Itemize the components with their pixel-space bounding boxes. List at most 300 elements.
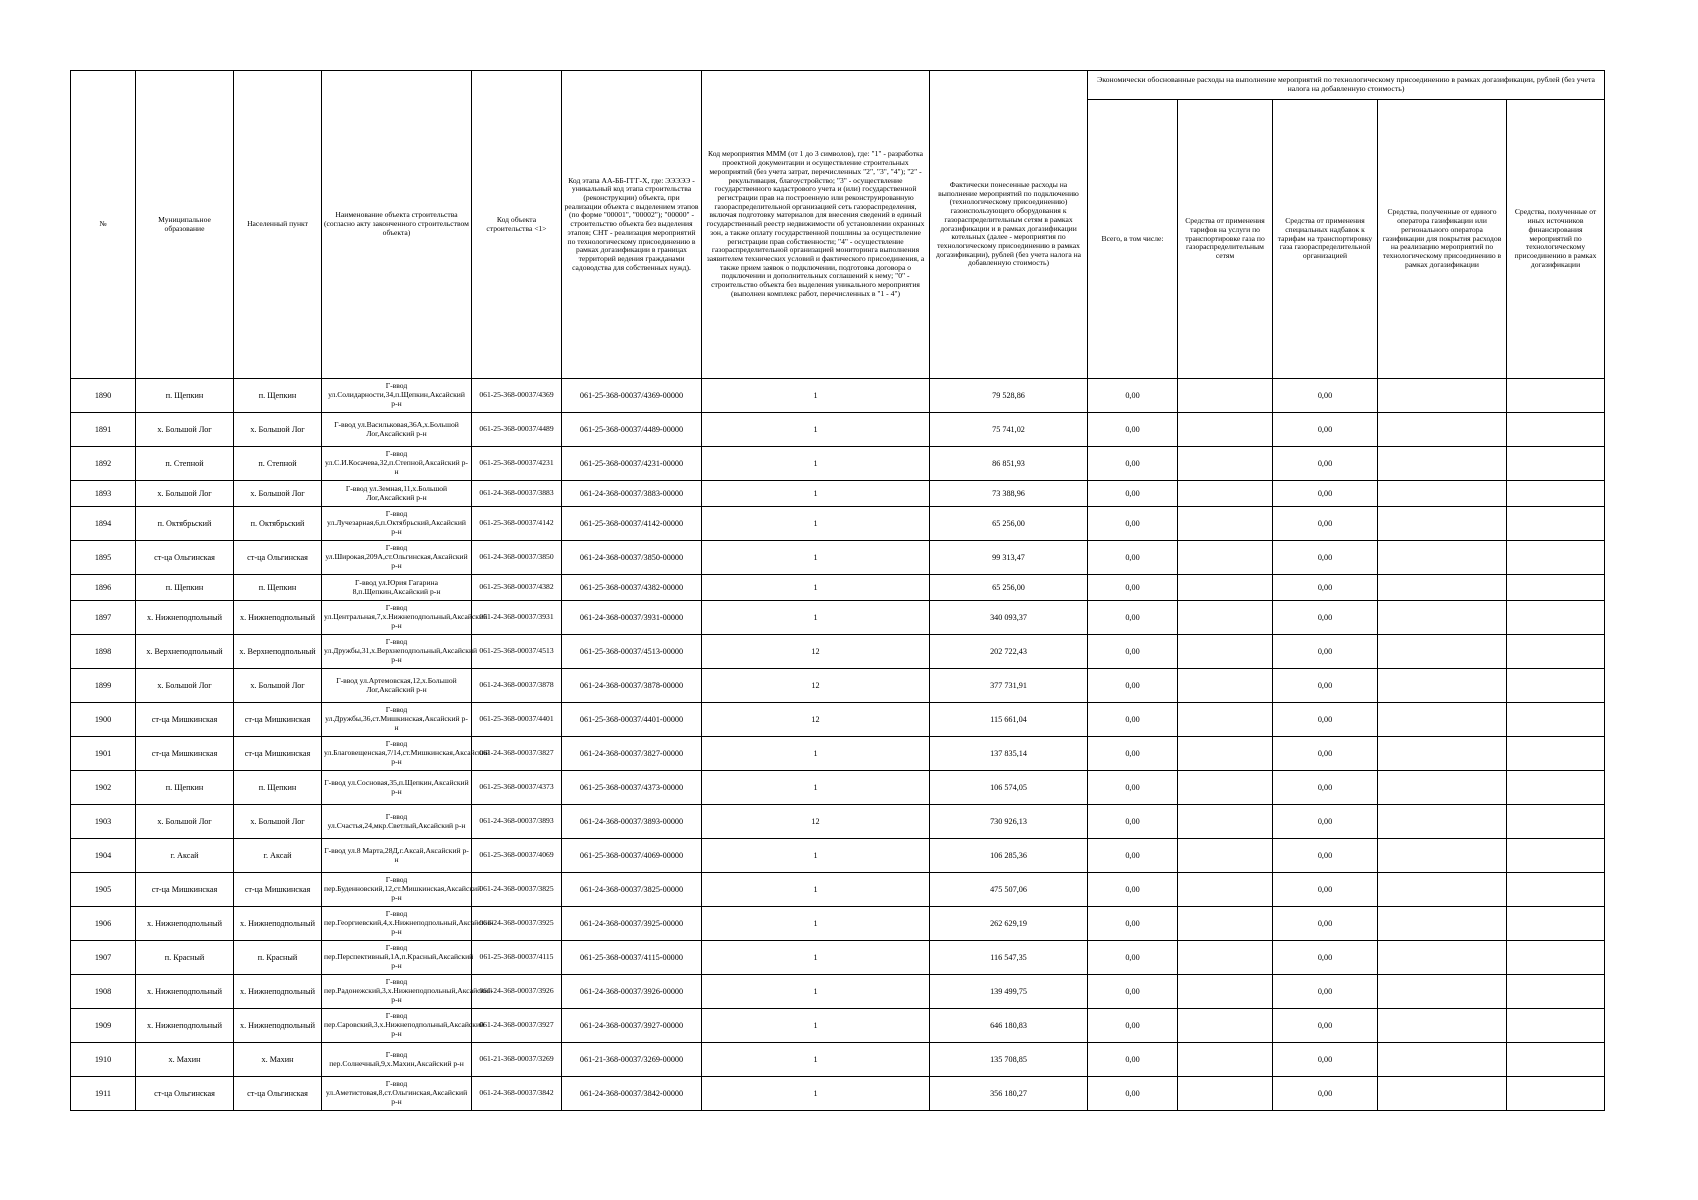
cell-total: 0,00: [1088, 601, 1178, 635]
cell-total: 0,00: [1088, 839, 1178, 873]
cell-tariff-funds: [1178, 941, 1273, 975]
cell-object-code: 061-24-368-00037/3842: [472, 1077, 562, 1111]
cell-num: 1905: [71, 873, 136, 907]
cell-actual-costs: 730 926,13: [930, 805, 1088, 839]
cell-other-funds: [1507, 635, 1605, 669]
cell-object-name: Г-ввод пер.Саровский,3,х.Нижнеподпольный,Аксайский р-н: [322, 1009, 472, 1043]
cell-operator-funds: [1378, 873, 1507, 907]
cell-total: 0,00: [1088, 1077, 1178, 1111]
cell-tariff-funds: [1178, 771, 1273, 805]
cell-num: 1907: [71, 941, 136, 975]
cell-stage-code: 061-25-368-00037/4142-00000: [562, 507, 702, 541]
cell-activity-code: 1: [702, 771, 930, 805]
cell-stage-code: 061-25-368-00037/4369-00000: [562, 379, 702, 413]
cell-other-funds: [1507, 481, 1605, 507]
cell-settlement: п. Щепкин: [234, 379, 322, 413]
cell-other-funds: [1507, 1077, 1605, 1111]
cell-actual-costs: 73 388,96: [930, 481, 1088, 507]
cell-stage-code: 061-21-368-00037/3269-00000: [562, 1043, 702, 1077]
table-row: [71, 1043, 1605, 1077]
cell-municipality: х. Большой Лог: [136, 805, 234, 839]
cell-other-funds: [1507, 575, 1605, 601]
cell-other-funds: [1507, 379, 1605, 413]
table-row: [71, 941, 1605, 975]
cell-other-funds: [1507, 507, 1605, 541]
cell-municipality: х. Нижнеподпольный: [136, 601, 234, 635]
cell-actual-costs: 86 851,93: [930, 447, 1088, 481]
cell-actual-costs: 137 835,14: [930, 737, 1088, 771]
cell-tariff-funds: [1178, 669, 1273, 703]
cell-tariff-funds: [1178, 703, 1273, 737]
cell-num: 1890: [71, 379, 136, 413]
cell-tariff-funds: [1178, 805, 1273, 839]
cell-num: 1898: [71, 635, 136, 669]
cell-total: 0,00: [1088, 1009, 1178, 1043]
cell-markup-funds: 0,00: [1273, 703, 1378, 737]
table-body: [71, 379, 1605, 1111]
cell-actual-costs: 75 741,02: [930, 413, 1088, 447]
cell-total: 0,00: [1088, 975, 1178, 1009]
cell-total: 0,00: [1088, 669, 1178, 703]
cell-markup-funds: 0,00: [1273, 575, 1378, 601]
cell-stage-code: 061-25-368-00037/4115-00000: [562, 941, 702, 975]
cell-operator-funds: [1378, 1077, 1507, 1111]
cell-actual-costs: 646 180,83: [930, 1009, 1088, 1043]
cell-actual-costs: 340 093,37: [930, 601, 1088, 635]
cell-stage-code: 061-25-368-00037/4401-00000: [562, 703, 702, 737]
data-table: [70, 70, 1605, 1111]
cell-object-name: Г-ввод ул.Центральная,7,х.Нижнеподпольный,Аксайский р-н: [322, 601, 472, 635]
cell-activity-code: 1: [702, 737, 930, 771]
cell-municipality: х. Махин: [136, 1043, 234, 1077]
cell-municipality: п. Красный: [136, 941, 234, 975]
cell-markup-funds: 0,00: [1273, 737, 1378, 771]
cell-total: 0,00: [1088, 703, 1178, 737]
cell-settlement: х. Нижнеподпольный: [234, 975, 322, 1009]
cell-stage-code: 061-24-368-00037/3850-00000: [562, 541, 702, 575]
cell-tariff-funds: [1178, 379, 1273, 413]
cell-object-name: Г-ввод ул.Солидарности,34,п.Щепкин,Аксайский р-н: [322, 379, 472, 413]
table-row: [71, 481, 1605, 507]
cell-actual-costs: 65 256,00: [930, 575, 1088, 601]
cell-object-name: Г-ввод ул.С.И.Косачева,32,п.Степной,Аксайский р-н: [322, 447, 472, 481]
cell-settlement: ст-ца Мишкинская: [234, 737, 322, 771]
cell-tariff-funds: [1178, 635, 1273, 669]
table-row: [71, 873, 1605, 907]
cell-operator-funds: [1378, 379, 1507, 413]
cell-object-name: Г-ввод пер.Георгиевский,4,х.Нижнеподпольный,Аксайский р-н: [322, 907, 472, 941]
cell-settlement: г. Аксай: [234, 839, 322, 873]
cell-stage-code: 061-25-368-00037/4489-00000: [562, 413, 702, 447]
cell-total: 0,00: [1088, 1043, 1178, 1077]
cell-object-name: Г-ввод ул.Счастья,24,мкр.Светлый,Аксайский р-н: [322, 805, 472, 839]
cell-settlement: х. Нижнеподпольный: [234, 907, 322, 941]
cell-activity-code: 1: [702, 481, 930, 507]
cell-object-name: Г-ввод пер.Солнечный,9,х.Махин,Аксайский р-н: [322, 1043, 472, 1077]
cell-stage-code: 061-25-368-00037/4513-00000: [562, 635, 702, 669]
table-row: [71, 669, 1605, 703]
cell-operator-funds: [1378, 771, 1507, 805]
cell-municipality: х. Большой Лог: [136, 413, 234, 447]
col-header-other-funds: Средства, полученные от иных источников финансирования мероприятий по технологическому присоединению в рамках догазификации: [1507, 100, 1605, 379]
cell-num: 1910: [71, 1043, 136, 1077]
table-row: [71, 447, 1605, 481]
cell-object-name: Г-ввод ул.Благовещенская,7/14,ст.Мишкинская,Аксайский р-н: [322, 737, 472, 771]
col-header-activity-code: Код мероприятия МММ (от 1 до 3 символов), где: "1" - разработка проектной документации и осуществление строительных мероприятий (без учета затрат, перечисленных "2", "3", "4"); "2" - рекультивация, благоустройство; "3" - осуществление государственного кадастрового учета и (или) государственной регистрации прав на построенную или реконструированную газораспределительной организацией сеть газораспределения, включая подготовку материалов для внесения сведений в единый государственный реестр недвижимости об установлении охранных зон, а также оплату государственной пошлины за осуществление регистрации прав собственности; "4" - осуществление газораспределительной организацией мониторинга выполнения заявителем технических условий и фактического присоединения, а также прием заявок о подключении, подготовка договора о подключении и дополнительных соглашений к нему; "0" - строительство объекта без выделения уникального мероприятия (выполнен комплекс работ, перечисленных в "1 - 4"): [702, 71, 930, 379]
cell-total: 0,00: [1088, 771, 1178, 805]
cell-num: 1904: [71, 839, 136, 873]
cell-object-code: 061-24-368-00037/3925: [472, 907, 562, 941]
cell-actual-costs: 475 507,06: [930, 873, 1088, 907]
cell-num: 1894: [71, 507, 136, 541]
cell-municipality: п. Октябрьский: [136, 507, 234, 541]
cell-stage-code: 061-24-368-00037/3827-00000: [562, 737, 702, 771]
cell-activity-code: 12: [702, 805, 930, 839]
cell-total: 0,00: [1088, 737, 1178, 771]
cell-markup-funds: 0,00: [1273, 669, 1378, 703]
cell-total: 0,00: [1088, 635, 1178, 669]
cell-object-code: 061-24-368-00037/3827: [472, 737, 562, 771]
cell-stage-code: 061-25-368-00037/4382-00000: [562, 575, 702, 601]
cell-object-code: 061-24-368-00037/3926: [472, 975, 562, 1009]
cell-tariff-funds: [1178, 507, 1273, 541]
cell-markup-funds: 0,00: [1273, 975, 1378, 1009]
cell-actual-costs: 106 574,05: [930, 771, 1088, 805]
cell-tariff-funds: [1178, 601, 1273, 635]
cell-markup-funds: 0,00: [1273, 771, 1378, 805]
cell-other-funds: [1507, 1043, 1605, 1077]
cell-total: 0,00: [1088, 481, 1178, 507]
cell-other-funds: [1507, 703, 1605, 737]
cell-municipality: п. Щепкин: [136, 379, 234, 413]
cell-other-funds: [1507, 737, 1605, 771]
cell-other-funds: [1507, 541, 1605, 575]
cell-activity-code: 1: [702, 941, 930, 975]
cell-municipality: х. Нижнеподпольный: [136, 907, 234, 941]
cell-object-code: 061-24-368-00037/3931: [472, 601, 562, 635]
cell-num: 1906: [71, 907, 136, 941]
cell-settlement: п. Красный: [234, 941, 322, 975]
cell-num: 1901: [71, 737, 136, 771]
cell-object-name: Г-ввод ул.Васильковая,36А,х.Большой Лог,Аксайский р-н: [322, 413, 472, 447]
cell-activity-code: 1: [702, 447, 930, 481]
cell-tariff-funds: [1178, 1009, 1273, 1043]
cell-operator-funds: [1378, 541, 1507, 575]
cell-other-funds: [1507, 839, 1605, 873]
cell-tariff-funds: [1178, 873, 1273, 907]
cell-num: 1911: [71, 1077, 136, 1111]
cell-object-code: 061-25-368-00037/4231: [472, 447, 562, 481]
cell-other-funds: [1507, 941, 1605, 975]
cell-actual-costs: 356 180,27: [930, 1077, 1088, 1111]
cell-operator-funds: [1378, 507, 1507, 541]
cell-municipality: п. Степной: [136, 447, 234, 481]
cell-settlement: ст-ца Мишкинская: [234, 703, 322, 737]
cell-object-code: 061-25-368-00037/4369: [472, 379, 562, 413]
cell-num: 1892: [71, 447, 136, 481]
cell-tariff-funds: [1178, 975, 1273, 1009]
col-header-num: №: [71, 71, 136, 379]
cell-total: 0,00: [1088, 379, 1178, 413]
cell-num: 1896: [71, 575, 136, 601]
cell-operator-funds: [1378, 839, 1507, 873]
cell-activity-code: 1: [702, 839, 930, 873]
cell-municipality: ст-ца Ольгинская: [136, 1077, 234, 1111]
cell-total: 0,00: [1088, 941, 1178, 975]
cell-total: 0,00: [1088, 575, 1178, 601]
table-row: [71, 703, 1605, 737]
cell-total: 0,00: [1088, 413, 1178, 447]
cell-tariff-funds: [1178, 839, 1273, 873]
cell-operator-funds: [1378, 447, 1507, 481]
cell-markup-funds: 0,00: [1273, 1043, 1378, 1077]
cell-markup-funds: 0,00: [1273, 839, 1378, 873]
cell-other-funds: [1507, 1009, 1605, 1043]
cell-operator-funds: [1378, 805, 1507, 839]
cell-actual-costs: 115 661,04: [930, 703, 1088, 737]
cell-stage-code: 061-24-368-00037/3927-00000: [562, 1009, 702, 1043]
cell-operator-funds: [1378, 635, 1507, 669]
cell-total: 0,00: [1088, 447, 1178, 481]
cell-settlement: п. Щепкин: [234, 771, 322, 805]
cell-total: 0,00: [1088, 907, 1178, 941]
cell-object-code: 061-25-368-00037/4142: [472, 507, 562, 541]
cell-other-funds: [1507, 601, 1605, 635]
cell-activity-code: 12: [702, 703, 930, 737]
cell-municipality: ст-ца Мишкинская: [136, 737, 234, 771]
cell-tariff-funds: [1178, 1043, 1273, 1077]
cell-stage-code: 061-25-368-00037/4231-00000: [562, 447, 702, 481]
cell-activity-code: 1: [702, 1043, 930, 1077]
cell-settlement: п. Щепкин: [234, 575, 322, 601]
table-row: [71, 805, 1605, 839]
cell-object-name: Г-ввод ул.Дружбы,36,ст.Мишкинская,Аксайский р-н: [322, 703, 472, 737]
cell-stage-code: 061-24-368-00037/3842-00000: [562, 1077, 702, 1111]
cell-settlement: х. Нижнеподпольный: [234, 601, 322, 635]
cell-settlement: ст-ца Мишкинская: [234, 873, 322, 907]
cell-stage-code: 061-24-368-00037/3825-00000: [562, 873, 702, 907]
cell-stage-code: 061-24-368-00037/3925-00000: [562, 907, 702, 941]
cell-municipality: х. Нижнеподпольный: [136, 1009, 234, 1043]
cell-object-code: 061-24-368-00037/3883: [472, 481, 562, 507]
cell-settlement: х. Верхнеподпольный: [234, 635, 322, 669]
cell-total: 0,00: [1088, 541, 1178, 575]
cell-activity-code: 1: [702, 575, 930, 601]
col-header-markup-funds: Средства от применения специальных надбавок к тарифам на транспортировку газа газораспределительной организацией: [1273, 100, 1378, 379]
table-row: [71, 635, 1605, 669]
col-header-economic-group: Экономически обоснованные расходы на выполнение мероприятий по технологическому присоединению в рамках догазификации, рублей (без учета налога на добавленную стоимость): [1088, 71, 1605, 100]
cell-activity-code: 1: [702, 975, 930, 1009]
table-row: [71, 541, 1605, 575]
cell-tariff-funds: [1178, 575, 1273, 601]
cell-num: 1908: [71, 975, 136, 1009]
cell-operator-funds: [1378, 907, 1507, 941]
cell-operator-funds: [1378, 975, 1507, 1009]
cell-operator-funds: [1378, 1009, 1507, 1043]
cell-tariff-funds: [1178, 737, 1273, 771]
cell-actual-costs: 202 722,43: [930, 635, 1088, 669]
cell-object-code: 061-24-368-00037/3850: [472, 541, 562, 575]
cell-object-code: 061-25-368-00037/4382: [472, 575, 562, 601]
col-header-object-name: Наименование объекта строительства (согласно акту законченного строительством объекта): [322, 71, 472, 379]
cell-operator-funds: [1378, 941, 1507, 975]
cell-total: 0,00: [1088, 805, 1178, 839]
cell-object-code: 061-25-368-00037/4513: [472, 635, 562, 669]
col-header-tariff-funds: Средства от применения тарифов на услуги по транспортировке газа по газораспределительным сетям: [1178, 100, 1273, 379]
cell-actual-costs: 377 731,91: [930, 669, 1088, 703]
cell-municipality: п. Щепкин: [136, 771, 234, 805]
cell-settlement: ст-ца Ольгинская: [234, 1077, 322, 1111]
cell-operator-funds: [1378, 413, 1507, 447]
cell-object-code: 061-25-368-00037/4373: [472, 771, 562, 805]
cell-settlement: х. Большой Лог: [234, 805, 322, 839]
cell-markup-funds: 0,00: [1273, 907, 1378, 941]
cell-actual-costs: 262 629,19: [930, 907, 1088, 941]
cell-markup-funds: 0,00: [1273, 873, 1378, 907]
cell-object-code: 061-25-368-00037/4489: [472, 413, 562, 447]
table-row: [71, 771, 1605, 805]
cell-total: 0,00: [1088, 873, 1178, 907]
cell-activity-code: 12: [702, 635, 930, 669]
cell-activity-code: 1: [702, 1077, 930, 1111]
cell-stage-code: 061-24-368-00037/3883-00000: [562, 481, 702, 507]
cell-actual-costs: 65 256,00: [930, 507, 1088, 541]
cell-other-funds: [1507, 413, 1605, 447]
cell-other-funds: [1507, 873, 1605, 907]
col-header-object-code: Код объекта строительства <1>: [472, 71, 562, 379]
cell-markup-funds: 0,00: [1273, 1077, 1378, 1111]
cell-activity-code: 1: [702, 379, 930, 413]
table-row: [71, 839, 1605, 873]
cell-markup-funds: 0,00: [1273, 541, 1378, 575]
cell-object-name: Г-ввод ул.Дружбы,31,х.Верхнеподпольный,Аксайский р-н: [322, 635, 472, 669]
cell-municipality: х. Нижнеподпольный: [136, 975, 234, 1009]
cell-settlement: ст-ца Ольгинская: [234, 541, 322, 575]
cell-object-name: Г-ввод ул.Широкая,209А,ст.Ольгинская,Аксайский р-н: [322, 541, 472, 575]
cell-num: 1891: [71, 413, 136, 447]
cell-markup-funds: 0,00: [1273, 1009, 1378, 1043]
cell-object-name: Г-ввод пер.Буденновский,12,ст.Мишкинская,Аксайский р-н: [322, 873, 472, 907]
cell-stage-code: 061-24-368-00037/3878-00000: [562, 669, 702, 703]
cell-markup-funds: 0,00: [1273, 941, 1378, 975]
cell-settlement: х. Большой Лог: [234, 481, 322, 507]
cell-object-code: 061-24-368-00037/3927: [472, 1009, 562, 1043]
cell-object-name: Г-ввод ул.Юрия Гагарина 8,п.Щепкин,Аксайский р-н: [322, 575, 472, 601]
cell-actual-costs: 139 499,75: [930, 975, 1088, 1009]
cell-activity-code: 12: [702, 669, 930, 703]
cell-tariff-funds: [1178, 481, 1273, 507]
cell-actual-costs: 135 708,85: [930, 1043, 1088, 1077]
cell-stage-code: 061-24-368-00037/3926-00000: [562, 975, 702, 1009]
cell-operator-funds: [1378, 481, 1507, 507]
cell-operator-funds: [1378, 703, 1507, 737]
cell-total: 0,00: [1088, 507, 1178, 541]
cell-tariff-funds: [1178, 413, 1273, 447]
table-row: [71, 1077, 1605, 1111]
cell-object-name: Г-ввод ул.Лучезарная,6,п.Октябрьский,Аксайский р-н: [322, 507, 472, 541]
col-header-operator-funds: Средства, полученные от единого оператора газификации или регионального оператора газификации для покрытия расходов на реализацию мероприятий по технологическому присоединению в рамках догазификации: [1378, 100, 1507, 379]
cell-object-name: Г-ввод ул.Аметистовая,8,ст.Ольгинская,Аксайский р-н: [322, 1077, 472, 1111]
cell-num: 1900: [71, 703, 136, 737]
cell-other-funds: [1507, 907, 1605, 941]
col-header-municipality: Муниципальное образование: [136, 71, 234, 379]
cell-object-code: 061-25-368-00037/4069: [472, 839, 562, 873]
cell-tariff-funds: [1178, 1077, 1273, 1111]
cell-settlement: х. Большой Лог: [234, 413, 322, 447]
cell-other-funds: [1507, 805, 1605, 839]
cell-settlement: п. Октябрьский: [234, 507, 322, 541]
cell-num: 1903: [71, 805, 136, 839]
cell-num: 1902: [71, 771, 136, 805]
cell-operator-funds: [1378, 575, 1507, 601]
cell-actual-costs: 106 285,36: [930, 839, 1088, 873]
cell-municipality: ст-ца Ольгинская: [136, 541, 234, 575]
cell-municipality: п. Щепкин: [136, 575, 234, 601]
cell-markup-funds: 0,00: [1273, 379, 1378, 413]
cell-tariff-funds: [1178, 447, 1273, 481]
cell-activity-code: 1: [702, 507, 930, 541]
cell-settlement: п. Степной: [234, 447, 322, 481]
cell-tariff-funds: [1178, 907, 1273, 941]
cell-num: 1897: [71, 601, 136, 635]
cell-stage-code: 061-24-368-00037/3931-00000: [562, 601, 702, 635]
cell-operator-funds: [1378, 737, 1507, 771]
col-header-actual-costs: Фактически понесенные расходы на выполнение мероприятий по подключению (технологическому присоединению) газоиспользующего оборудования к газораспределительным сетям в рамках догазификации и в рамках догазификации котельных (далее - мероприятия по технологическому присоединению в рамках догазификации), рублей (без учета налога на добавленную стоимость): [930, 71, 1088, 379]
cell-stage-code: 061-25-368-00037/4069-00000: [562, 839, 702, 873]
cell-num: 1895: [71, 541, 136, 575]
cell-actual-costs: 99 313,47: [930, 541, 1088, 575]
col-header-total: Всего, в том числе:: [1088, 100, 1178, 379]
table-row: [71, 737, 1605, 771]
cell-object-code: 061-21-368-00037/3269: [472, 1043, 562, 1077]
cell-settlement: х. Махин: [234, 1043, 322, 1077]
cell-actual-costs: 116 547,35: [930, 941, 1088, 975]
cell-markup-funds: 0,00: [1273, 507, 1378, 541]
cell-other-funds: [1507, 669, 1605, 703]
table-row: [71, 507, 1605, 541]
cell-markup-funds: 0,00: [1273, 635, 1378, 669]
col-header-settlement: Населенный пункт: [234, 71, 322, 379]
cell-object-code: 061-24-368-00037/3893: [472, 805, 562, 839]
cell-settlement: х. Большой Лог: [234, 669, 322, 703]
cell-num: 1893: [71, 481, 136, 507]
cell-activity-code: 1: [702, 413, 930, 447]
cell-stage-code: 061-24-368-00037/3893-00000: [562, 805, 702, 839]
cell-settlement: х. Нижнеподпольный: [234, 1009, 322, 1043]
cell-operator-funds: [1378, 669, 1507, 703]
table-row: [71, 975, 1605, 1009]
cell-other-funds: [1507, 975, 1605, 1009]
cell-tariff-funds: [1178, 541, 1273, 575]
cell-actual-costs: 79 528,86: [930, 379, 1088, 413]
cell-object-name: Г-ввод ул.Земная,11,х.Большой Лог,Аксайский р-н: [322, 481, 472, 507]
table-row: [71, 413, 1605, 447]
cell-activity-code: 1: [702, 541, 930, 575]
cell-municipality: х. Большой Лог: [136, 481, 234, 507]
cell-object-name: Г-ввод ул.Сосновая,35,п.Щепкин,Аксайский р-н: [322, 771, 472, 805]
cell-municipality: г. Аксай: [136, 839, 234, 873]
col-header-stage-code: Код этапа АА-ББ-ГГГ-Х, где: ЭЭЭЭЭ - уникальный код этапа строительства (реконструкции) объекта, при реализации объекта с выделением этапов (по форме "00001", "00002"); "00000" - строительство объекта без выделения этапов; СНТ - реализация мероприятий по технологическому присоединению в рамках догазификации в границах территорий ведения гражданами садоводства для собственных нужд).: [562, 71, 702, 379]
cell-object-code: 061-25-368-00037/4401: [472, 703, 562, 737]
cell-other-funds: [1507, 771, 1605, 805]
cell-activity-code: 1: [702, 1009, 930, 1043]
cell-object-name: Г-ввод пер.Радонежский,3,х.Нижнеподпольный,Аксайский р-н: [322, 975, 472, 1009]
cell-municipality: х. Большой Лог: [136, 669, 234, 703]
cell-markup-funds: 0,00: [1273, 447, 1378, 481]
cell-markup-funds: 0,00: [1273, 805, 1378, 839]
table-header: [71, 71, 1605, 379]
table-row: [71, 1009, 1605, 1043]
